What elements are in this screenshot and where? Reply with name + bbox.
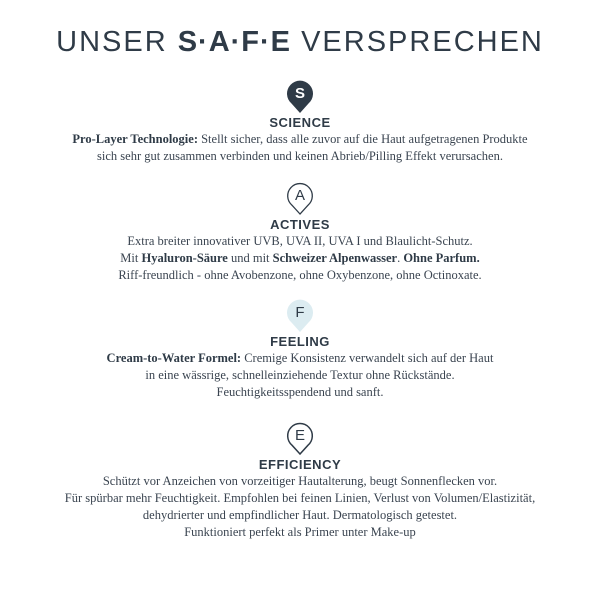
- section-feeling: [0, 297, 600, 401]
- body-line: Riff-freundlich - ohne Avobenzone, ohne Oxybenzone, ohne Octinoxate.: [118, 268, 482, 282]
- body-line: Für spürbar mehr Feuchtigkeit. Empfohlen bei feinen Linien, Verlust von Volumen/Elastizität,: [64, 491, 536, 505]
- body-text: Mit: [120, 251, 142, 265]
- section-body: [0, 131, 600, 165]
- body-line: Feuchtigkeitsspendend und sanft.: [216, 385, 384, 399]
- title-suffix: VERSPRECHEN: [291, 26, 544, 58]
- section-heading: SCIENCE: [269, 115, 331, 130]
- body-bold: Ohne Parfum.: [403, 251, 480, 265]
- body-line: [0, 131, 600, 148]
- pin-a-icon: [285, 180, 315, 216]
- body-text: .: [397, 251, 404, 265]
- pin-letter: F: [295, 304, 305, 321]
- section-efficiency: [0, 420, 600, 541]
- pin-s-icon: [285, 78, 315, 114]
- section-science: [0, 78, 600, 165]
- body-text: und mit: [227, 251, 273, 265]
- pin-letter: E: [294, 427, 306, 444]
- pin-e-icon: [285, 420, 315, 456]
- section-heading: ACTIVES: [270, 217, 330, 232]
- section-body: [0, 350, 600, 401]
- body-line: [0, 350, 600, 367]
- body-line: Funktioniert perfekt als Primer unter Make-up: [184, 525, 416, 539]
- pin-letter: A: [294, 187, 306, 204]
- section-actives: [0, 180, 600, 284]
- body-line: sich sehr gut zusammen verbinden und keinen Abrieb/Pilling Effekt verursachen.: [97, 149, 503, 163]
- body-bold: Hyaluron-Säure: [141, 251, 228, 265]
- body-text: Cremige Konsistenz verwandelt sich auf der Haut: [241, 351, 494, 365]
- section-body: [0, 473, 600, 541]
- title-prefix: UNSER: [56, 26, 178, 58]
- pin-letter: S: [294, 85, 306, 102]
- body-line: [0, 250, 600, 267]
- body-line: Extra breiter innovativer UVB, UVA II, UVA I und Blaulicht-Schutz.: [127, 234, 473, 248]
- section-heading: FEELING: [270, 334, 330, 349]
- body-bold: Schweizer Alpenwasser: [272, 251, 398, 265]
- title-safe: S·A·F·E: [177, 26, 292, 58]
- body-line: dehydrierter und empfindlicher Haut. Dermatologisch getestet.: [142, 508, 458, 522]
- body-bold: Pro-Layer Technologie:: [72, 132, 198, 146]
- page-title: [0, 26, 600, 59]
- body-text: Stellt sicher, dass alle zuvor auf die Haut aufgetragenen Produkte: [197, 132, 528, 146]
- pin-f-icon: [285, 297, 315, 333]
- section-body: [0, 233, 600, 284]
- body-line: Schützt vor Anzeichen von vorzeitiger Hautalterung, beugt Sonnenflecken vor.: [102, 474, 498, 488]
- body-line: in eine wässrige, schnelleinziehende Textur ohne Rückstände.: [145, 368, 455, 382]
- section-heading: EFFICIENCY: [258, 457, 342, 472]
- body-bold: Cream-to-Water Formel:: [106, 351, 242, 365]
